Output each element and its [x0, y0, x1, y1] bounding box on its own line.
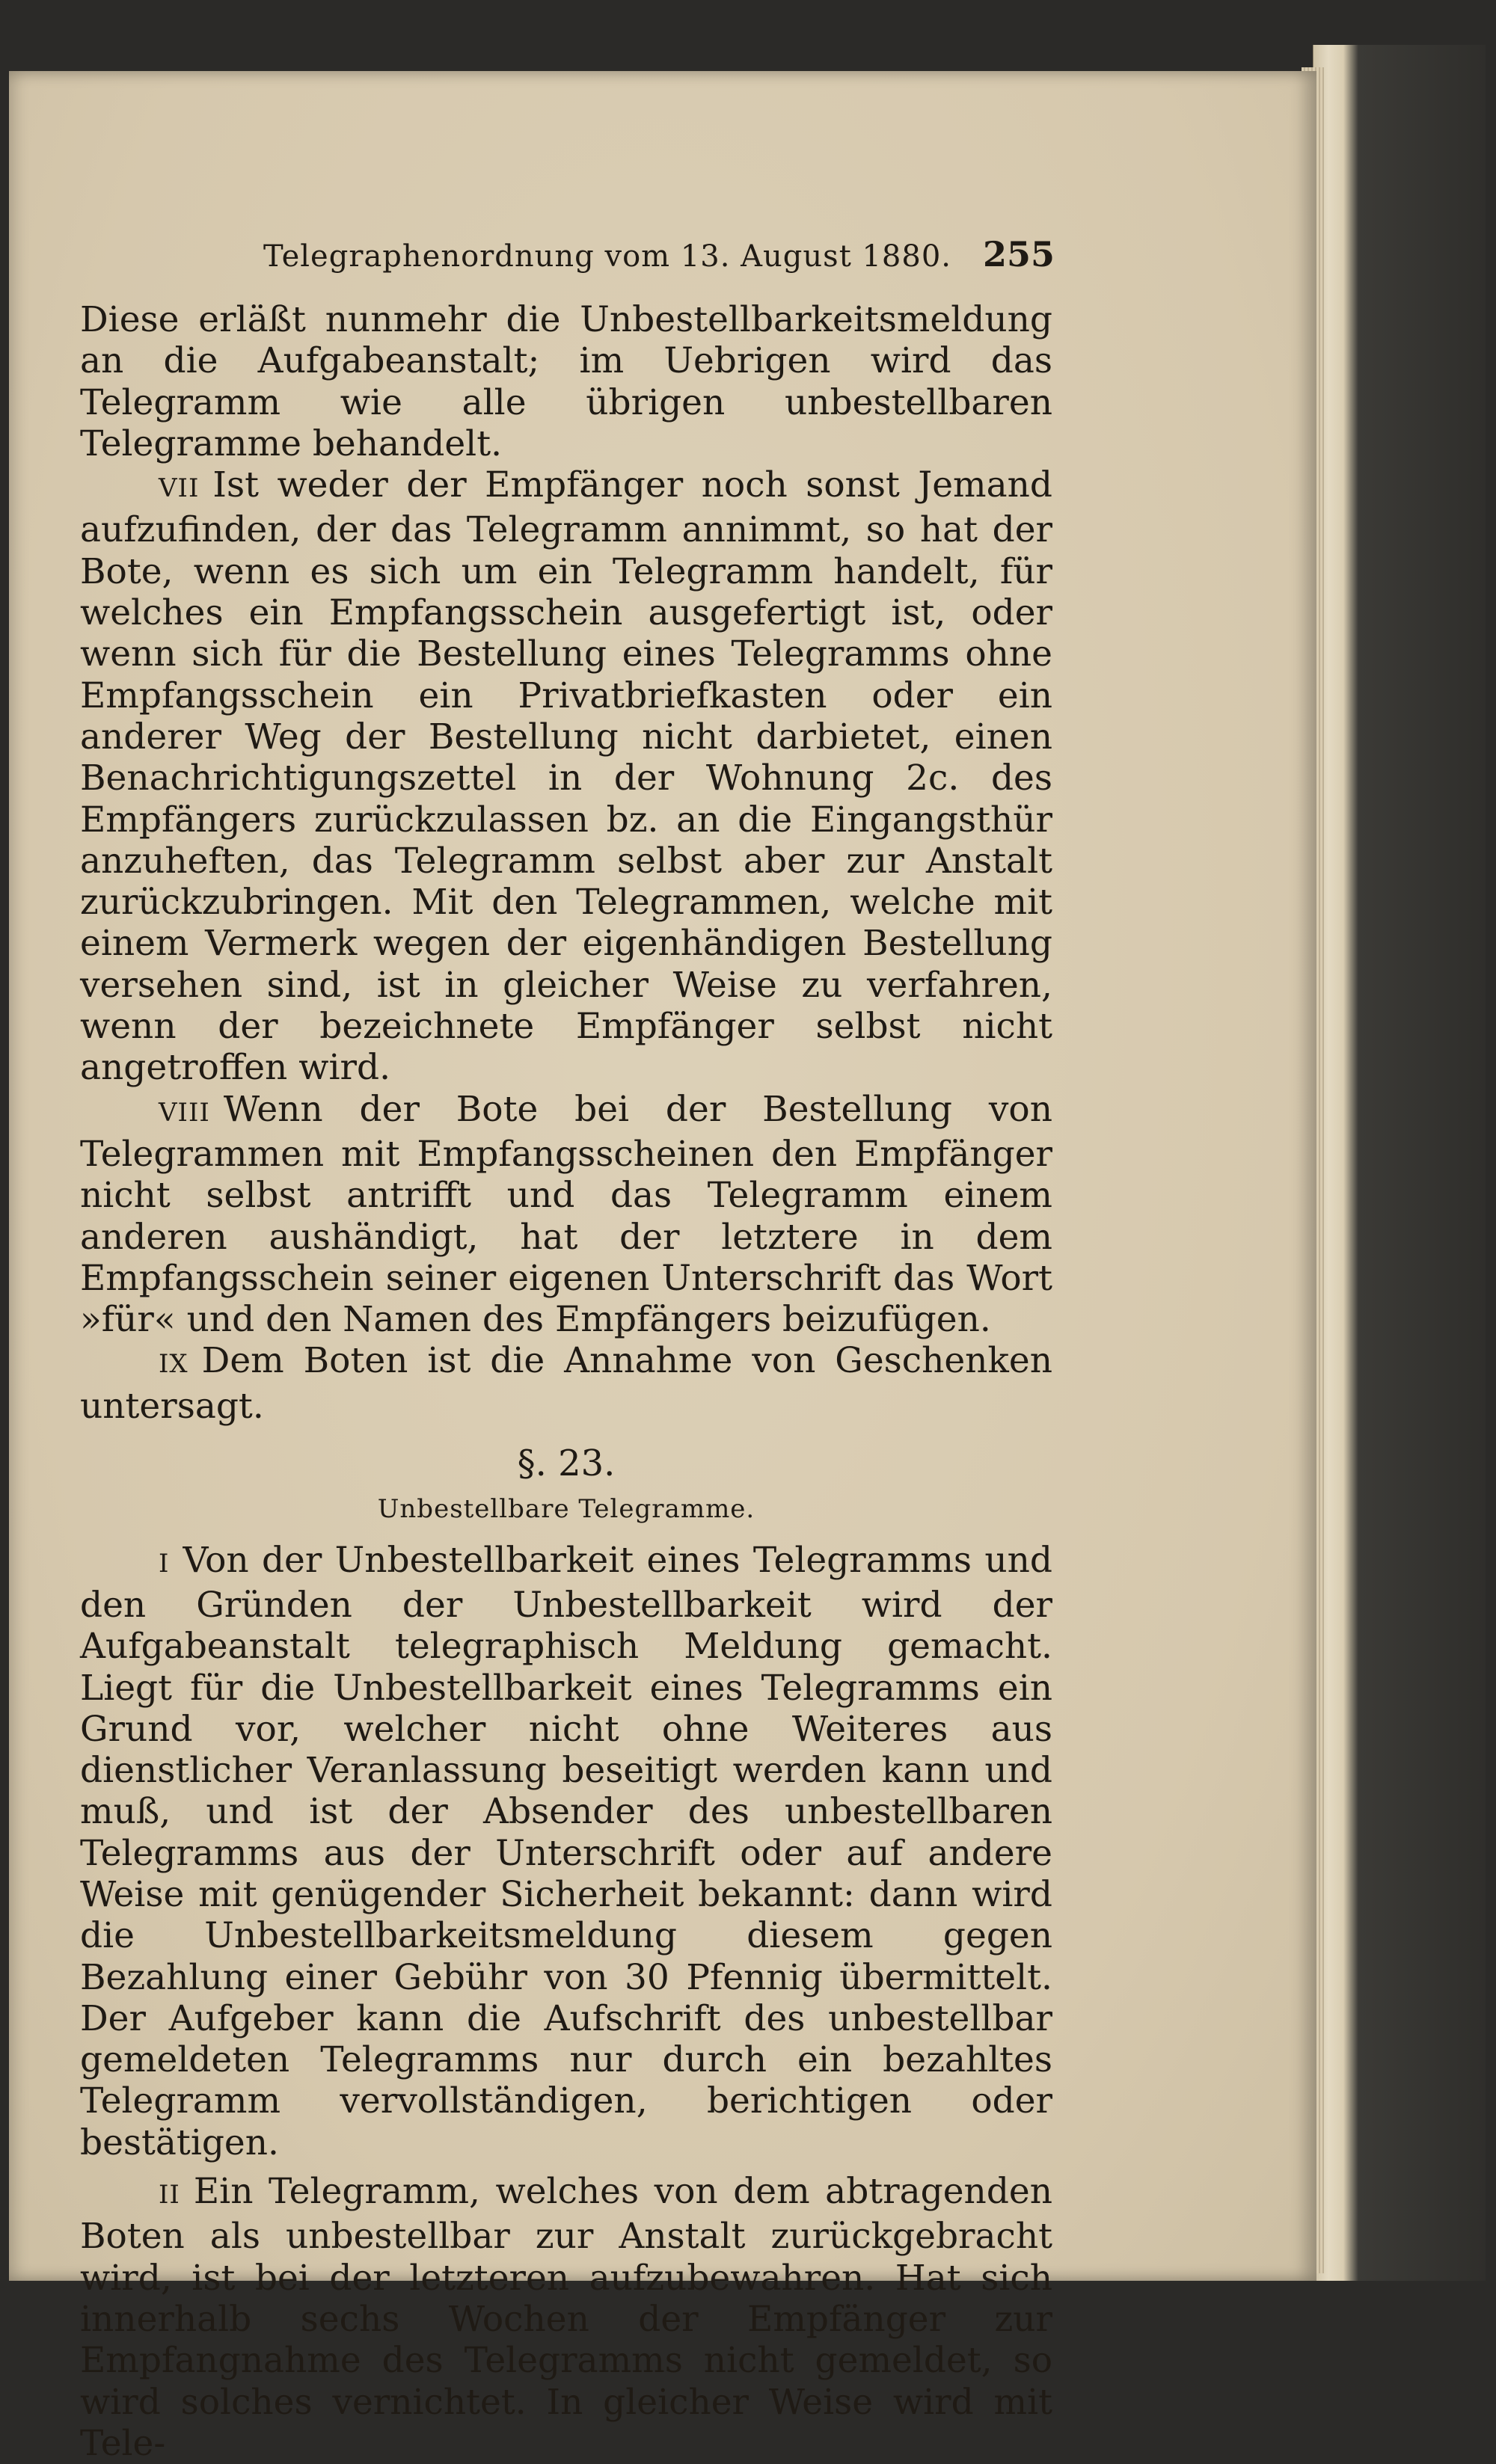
paragraph-number: II: [159, 2180, 180, 2210]
paragraph-number: IX: [159, 1349, 188, 1380]
paragraph-text: Von der Unbestellbarkeit eines Telegramms und den Gründen der Unbestellbarkeit wird der Aufgabeanstalt telegraphisch Meldung gemacht. Liegt für die Unbestellbarkeit eines Telegramms ein Grund vor, welcher nicht ohne Weiteres aus dienstlicher Veranlassung beseitigt werden kann und muß, und ist der Absender des unbestellbaren Telegramms aus der Unterschrift oder auf andere Weise mit genügender Sicherheit bekannt: dann wird die Unbestellbarkeitsmeldung diesem gegen Bezahlung einer Gebühr von 30 Pfennig übermittelt. Der Aufgeber kann die Aufschrift des unbestellbar gemeldeten Telegramms nur durch ein bezahltes Telegramm vervollständigen, berichtigen oder bestätigen.: [80, 1539, 1052, 2163]
page-number: 255: [982, 234, 1055, 274]
paragraph-ii: [80, 2171, 1052, 2464]
paragraph-number: VII: [159, 473, 200, 504]
book-cover: [1313, 45, 1486, 2281]
section-title: §. 23.: [517, 1443, 616, 1485]
paragraph-vii: [80, 464, 1052, 1088]
page-text: [80, 299, 1052, 2464]
paragraph-text: Ein Telegramm, welches von dem abtragenden Boten als unbestellbar zur Anstalt zurückgebracht wird, ist bei der letzteren aufzubewahren. Hat sich innerhalb sechs Wochen der Empfänger zur Empfangnahme des Telegramms nicht gemeldet, so wird solches vernichtet. In gleicher Weise wird mit Tele-: [80, 2171, 1052, 2464]
paragraph-text: Dem Boten ist die Annahme von Geschenken untersagt.: [80, 1340, 1052, 1427]
paragraph-text: Wenn der Bote bei der Bestellung von Telegrammen mit Empfangsscheinen den Empfänger nicht selbst antrifft und das Telegramm einem anderen aushändigt, hat der letztere in dem Empfangsschein seiner eigenen Unterschrift das Wort »für« und den Namen des Empfängers beizufügen.: [80, 1088, 1052, 1341]
section-subtitle: Unbestellbare Telegramme.: [377, 1494, 755, 1525]
paragraph-number: I: [159, 1548, 170, 1579]
paragraph-ix: [80, 1340, 1052, 1427]
paragraph-viii: [80, 1089, 1052, 1341]
paragraph-number: VIII: [159, 1097, 210, 1128]
paragraph-text: Ist weder der Empfänger noch sonst Jemand aufzufinden, der das Telegramm annimmt, so hat der Bote, wenn es sich um ein Telegramm handelt, für welches ein Empfangsschein ausgefertigt ist, oder wenn sich für die Bestellung eines Telegramms ohne Empfangsschein ein Privatbriefkasten oder ein anderer Weg der Bestellung nicht darbietet, einen Benachrichtigungszettel in der Wohnung 2c. des Empfängers zurückzulassen bz. an die Eingangsthür anzuheften, das Telegramm selbst aber zur Anstalt zurückzubringen. Mit den Telegrammen, welche mit einem Vermerk wegen der eigenhändigen Bestellung versehen sind, ist in gleicher Weise zu verfahren, wenn der bezeichnete Empfänger selbst nicht angetroffen wird.: [80, 464, 1052, 1089]
paragraph-i: [80, 1540, 1052, 2163]
paragraph-intro: Diese erläßt nunmehr die Unbestellbarkeitsmeldung an die Aufgabeanstalt; im Uebrigen wird das Telegramm wie alle übrigen unbestellbaren Telegramme behandelt.: [80, 299, 1052, 464]
book-page: [9, 71, 1316, 2464]
running-title: Telegraphenordnung vom 13. August 1880.: [263, 239, 951, 274]
